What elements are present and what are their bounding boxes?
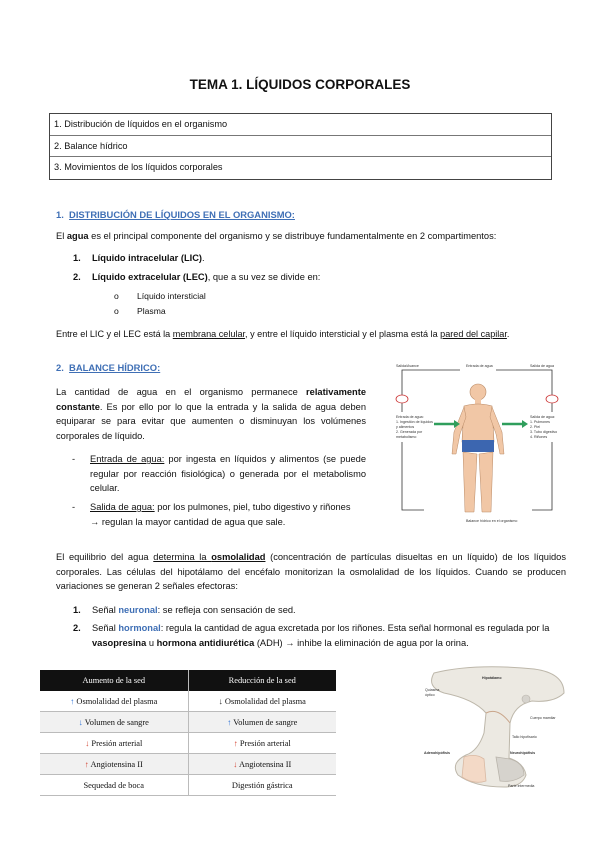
arrow-down-icon: ↓ <box>233 759 238 769</box>
list-item <box>73 270 321 285</box>
underlined-term: determina la <box>153 552 212 562</box>
figure-label: Cuerpo mamilar <box>530 716 556 720</box>
bullet-icon: o <box>114 291 119 301</box>
table-cell <box>40 775 188 796</box>
section-number: 2. <box>56 362 64 373</box>
dash-bullet: - <box>72 502 76 512</box>
section-1-heading <box>56 209 295 220</box>
section-2-heading <box>56 362 160 373</box>
table-row <box>40 754 336 775</box>
table-cell <box>188 754 336 775</box>
text: u <box>146 637 157 648</box>
section-title: BALANCE HÍDRICO: <box>69 362 161 373</box>
table-cell <box>40 691 188 712</box>
table-cell <box>188 691 336 712</box>
list-number: 2. <box>73 623 81 633</box>
text-bold: Líquido intracelular (LIC) <box>92 253 203 263</box>
figure-label: 1. Ingestión de líquidos <box>396 420 433 424</box>
section-title: DISTRIBUCIÓN DE LÍQUIDOS EN EL ORGANISMO: <box>69 209 295 220</box>
text: . <box>202 253 205 263</box>
water-balance-figure <box>394 362 562 530</box>
arrow-up-icon: ↑ <box>233 738 238 748</box>
figure-left-box <box>396 415 433 440</box>
text-bold: vasopresina <box>92 637 147 648</box>
figure-label: Entrada de agua: <box>396 415 424 419</box>
toc-item[interactable]: 2. Balance hídrico <box>50 136 551 158</box>
text: Señal <box>92 605 119 615</box>
figure-label: Adenohipófisis <box>424 751 450 755</box>
table-header-row <box>40 670 336 691</box>
text: Plasma <box>137 306 166 316</box>
section-1-closing <box>56 327 566 342</box>
underlined-term: membrana celular <box>172 329 246 339</box>
page-title: TEMA 1. LÍQUIDOS CORPORALES <box>189 77 411 92</box>
text-bold: agua <box>66 231 89 241</box>
cell-text: Digestión gástrica <box>231 780 293 790</box>
figure-label: Parte intermedia <box>508 784 535 788</box>
cell-text: Volumen de sangre <box>84 717 149 727</box>
table-cell <box>40 733 188 754</box>
bullet-icon: o <box>114 306 119 316</box>
table-of-contents <box>49 113 552 180</box>
text: Líquido intersticial <box>137 291 206 301</box>
figure-label: Salida de agua: <box>530 415 555 419</box>
text: . <box>506 329 510 339</box>
salida-item <box>72 500 380 529</box>
text: (ADH) <box>254 637 283 648</box>
table-row <box>40 712 336 733</box>
text-bold: relativamente constante <box>56 387 366 412</box>
text: : regula la cantidad de agua excretada por los riñones. Esta señal hormonal es regulada por la <box>160 623 550 633</box>
text: . Es por ello por lo que la entrada y la salida de agua deben equiparar se para evitar que aumenten o disminuyan los volúmenes corporales de líquido. <box>56 401 366 441</box>
underlined-term: Salida de agua: <box>90 502 155 512</box>
section-number: 1. <box>56 209 64 220</box>
list-number: 1. <box>73 605 81 615</box>
table-cell <box>40 712 188 733</box>
table-cell <box>188 712 336 733</box>
cell-text: Angiotensina II <box>90 759 143 769</box>
text: : se refleja con sensación de sed. <box>157 605 296 615</box>
text: (concentración de partículas disueltas en un líquido) de los líquidos corporales. Las células del hipotálamo del encéfalo monitorizan la osmolalidad de los líquidos. Cuando se producen variaciones se generan 2 señales efectoras: <box>56 552 566 591</box>
table-row <box>40 733 336 754</box>
section-2-paragraph <box>56 385 366 443</box>
figure-label: 3. Tubo digestivo <box>530 430 558 434</box>
text: por ingesta en líquidos y alimentos (se puede regular por reacción fisiológica) o generada por el metabolismo celular. <box>90 454 367 493</box>
figure-caption: Balance hídrico en el organismo <box>466 519 518 523</box>
figure-label: Quiasma óptico <box>425 688 440 697</box>
figure-label: Entrada de agua <box>466 364 493 368</box>
signal-item <box>73 621 563 650</box>
cell-text: Osmolalidad del plasma <box>76 696 158 706</box>
sub-list-item <box>114 289 206 304</box>
text: → inhibe la eliminación de agua por la orina. <box>282 637 469 648</box>
arrow-down-icon: ↓ <box>85 738 90 748</box>
list-item <box>73 251 205 266</box>
underlined-term: Entrada de agua: <box>90 454 165 464</box>
pituitary-figure <box>414 663 572 791</box>
cell-text: Presión arterial <box>91 738 143 748</box>
thirst-table <box>40 670 336 796</box>
column-header: Aumento de la sed <box>40 670 188 691</box>
figure-label: y alimentos <box>396 425 415 429</box>
text-bold: osmolalidad <box>211 552 266 562</box>
table-row <box>40 691 336 712</box>
text: → regulan la mayor cantidad de agua que sale. <box>90 516 286 527</box>
text: , que a su vez se divide en: <box>207 272 321 282</box>
table-cell <box>40 754 188 775</box>
text: , y entre el líquido intersticial y el plasma está la <box>245 329 441 339</box>
text-bold: neuronal <box>118 605 158 615</box>
figure-label: Neurohipófisis <box>510 751 536 755</box>
text: El equilibrio del agua <box>56 552 154 562</box>
cell-text: Sequedad de boca <box>83 780 144 790</box>
figure-label: Tallo hipofisario <box>512 735 537 739</box>
figure-right-box <box>530 415 557 440</box>
arrow-up-icon: ↑ <box>70 696 75 706</box>
cell-text: Presión arterial <box>239 738 291 748</box>
entrada-item <box>72 452 367 496</box>
table-cell <box>188 775 336 796</box>
section-1-intro <box>56 229 556 244</box>
figure-label: 2. Generada por <box>396 430 423 434</box>
toc-item[interactable]: 1. Distribución de líquidos en el organismo <box>50 114 551 136</box>
text-bold: hormona antidiurética <box>156 637 255 648</box>
cell-text: Volumen de sangre <box>233 717 298 727</box>
dash-bullet: - <box>72 454 76 464</box>
osmolalidad-paragraph <box>56 550 566 594</box>
arrow-down-icon: ↓ <box>78 717 83 727</box>
text: La cantidad de agua en el organismo permanece <box>56 387 307 397</box>
table-cell <box>188 733 336 754</box>
text-bold: hormonal <box>118 623 161 633</box>
arrow-up-icon: ↑ <box>84 759 89 769</box>
figure-label: Salida/Avance <box>396 364 419 368</box>
text: El <box>56 231 67 241</box>
figure-label: Salida de agua <box>530 364 554 368</box>
list-number: 2. <box>73 272 81 282</box>
figure-label: 4. Riñones <box>530 435 548 439</box>
table-row <box>40 775 336 796</box>
text: por los pulmones, piel, tubo digestivo y riñones <box>154 502 351 512</box>
underlined-term: pared del capilar <box>440 329 507 339</box>
column-header: Reducción de la sed <box>188 670 336 691</box>
figure-label: Hipotálamo <box>482 676 502 680</box>
arrow-up-icon: ↑ <box>227 717 232 727</box>
list-number: 1. <box>73 253 81 263</box>
text: es el principal componente del organismo y se distribuye fundamentalmente en 2 compartimentos: <box>88 231 497 241</box>
text-bold: Líquido extracelular (LEC) <box>92 272 208 282</box>
arrow-down-icon: ↓ <box>218 696 223 706</box>
signal-item <box>73 603 296 618</box>
figure-label: metabolismo <box>396 435 417 439</box>
figure-label: 2. Piel <box>530 425 540 429</box>
toc-item[interactable]: 3. Movimientos de los líquidos corporales <box>54 162 223 173</box>
cell-text: Osmolalidad del plasma <box>224 696 306 706</box>
text: Señal <box>92 623 119 633</box>
cell-text: Angiotensina II <box>238 759 292 769</box>
figure-label: 1. Pulmones <box>530 420 550 424</box>
text: Entre el LIC y el LEC está la <box>56 329 173 339</box>
sub-list-item <box>114 304 166 319</box>
